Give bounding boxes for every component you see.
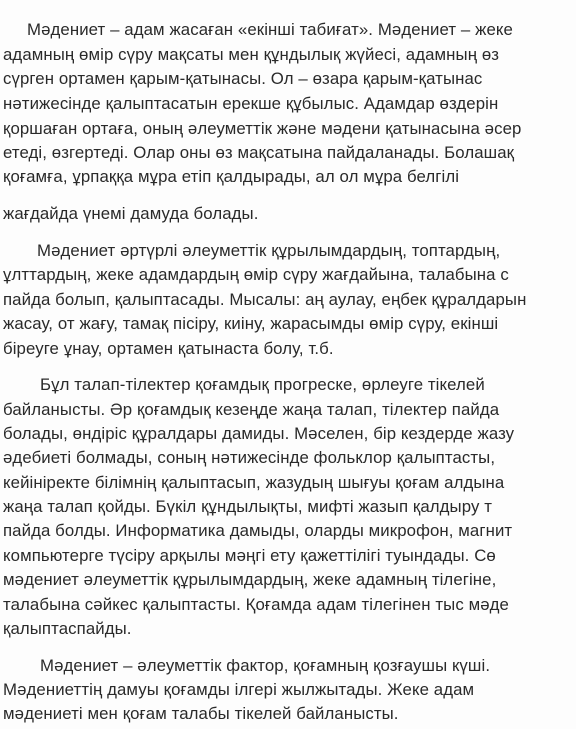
text-line: талабына сәйкес қалыптасты. Қоғамда адам тілегінен тыс мәде bbox=[3, 595, 509, 614]
text-line: нәтижесінде қалыптасатын ерекше құбылыс. Адамдар өздерін bbox=[3, 94, 499, 113]
text-line: адамның өмір сүру мақсаты мен құндылық жүйесі, адамның өз bbox=[3, 45, 500, 64]
text-line: болады, өндіріс құралдары дамиды. Мәселен, бір кездерде жазу bbox=[3, 424, 515, 443]
text-line: мәдениет әлеуметтік құрылымдардың, жеке адамның тілегіне, bbox=[3, 570, 497, 589]
text-line: әдебиеті болмады, соның нәтижесінде фольклор қалыптасты, bbox=[3, 448, 496, 467]
text-line: компьютерге түсіру арқылы мәңгі ету қажеттілігі туындады. Сө bbox=[3, 546, 496, 565]
text-line: біреуге ұнау, ортамен қатынаста болу, т.б. bbox=[3, 339, 334, 358]
text-line: кейініректе білімнің қалыптасып, жазудың шығуы қоғам алдына bbox=[3, 473, 505, 492]
text-line: Мәдениеттің дамуы қоғамды ілгері жылжытады. Жеке адам bbox=[3, 680, 475, 699]
text-line: жаңа талап қойды. Бүкіл құндылықты, мифті жазып қалдыру т bbox=[3, 497, 493, 516]
text-line: байланысты. Әр қоғамдық кезеңде жаңа талап, тілектер пайда bbox=[3, 400, 500, 419]
text-line: мәдениеті мен қоғам талабы тікелей байланысты. bbox=[3, 704, 399, 723]
text-line: Мәдениет – адам жасаған «екінші табиғат». Мәдениет – жеке bbox=[27, 20, 513, 39]
text-line: етеді, өзгертеді. Олар оны өз мақсатына пайдаланады. Болашақ bbox=[3, 143, 515, 162]
text-line: Бұл талап-тілектер қоғамдық прогреске, өрлеуге тікелей bbox=[40, 375, 485, 394]
text-line: жасау, от жағу, тамақ пісіру, киіну, жарасымды өмір сүру, екінші bbox=[3, 314, 499, 333]
text-line: қоғамға, ұрпаққа мұра етіп қалдырады, ал ол мұра белгілі bbox=[3, 167, 460, 186]
text-line: жағдайда үнемі дамуда болады. bbox=[3, 204, 259, 223]
text-line: Мәдениет – әлеуметтік фактор, қоғамның қозғаушы күші. bbox=[40, 656, 491, 675]
text-line: пайда болып, қалыптасады. Мысалы: аң аулау, еңбек құралдарын bbox=[3, 290, 527, 309]
text-line: Мәдениет әртүрлі әлеуметтік құрылымдардың, топтардың, bbox=[37, 241, 501, 260]
text-line: ұлттардың, жеке адамдардың өмір сүру жағдайына, талабына с bbox=[3, 265, 509, 284]
text-line: қоршаған ортаға, оның әлеуметтік және мәдени қатынасына әсер bbox=[3, 119, 522, 138]
text-line: сүрген ортамен қарым-қатынасы. Ол – өзара қарым-қатынас bbox=[3, 69, 483, 88]
text-line: пайда болды. Информатика дамыды, оларды микрофон, магнит bbox=[3, 521, 513, 540]
text-line: қалыптаспайды. bbox=[3, 619, 132, 638]
